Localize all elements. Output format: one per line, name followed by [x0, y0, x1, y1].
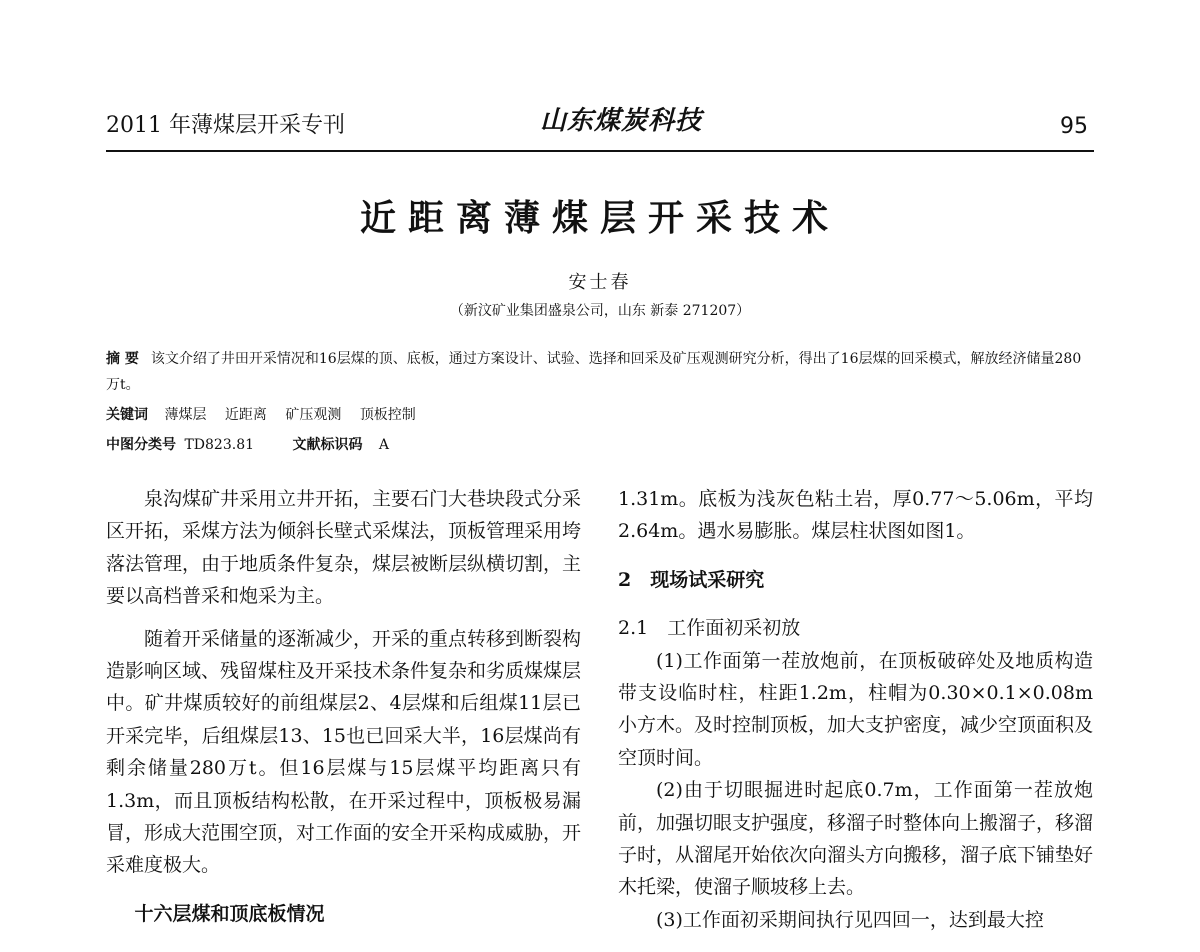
keywords-label: 关键词: [106, 407, 148, 423]
body-paragraph: (1)工作面第一茬放炮前，在顶板破碎处及地质构造带支设临时柱，柱距1.2m，柱帽为0.30×0.1×0.08m小方木。及时控制顶板，加大支护密度，减少空顶面积及空顶时间。: [618, 649, 1094, 769]
body-paragraph: 随着开采储量的逐渐减少，开采的重点转移到断裂构造影响区域、残留煤柱及开采技术条件复杂和劣质煤煤层中。矿井煤质较好的前组煤层2、4层煤和后组煤11层已开采完毕，后组煤层13、15也已回采大半，16层煤尚有剩余储量280万t。但16层煤与15层煤平均距离只有1.3m，而且顶板结构松散，在开采过程中，顶板极易漏冒，形成大范围空顶，对工作面的安全开采构成威胁，开采难度极大。: [106, 627, 582, 877]
author: 安士春: [568, 272, 632, 293]
affiliation: （新汶矿业集团盛泉公司，山东 新泰 271207）: [449, 303, 751, 319]
abstract: [106, 346, 1094, 398]
keyword: 矿压观测: [285, 407, 342, 423]
body-paragraph: 1.31m。底板为浅灰色粘土岩，厚0.77～5.06m，平均2.64m。遇水易膨胀。煤层柱状图如图1。: [618, 488, 1093, 543]
section-heading: 2 现场试采研究: [618, 568, 765, 591]
paper-title: 近距离薄煤层开采技术: [359, 197, 840, 239]
page-number: 95: [1060, 114, 1088, 139]
keywords: [106, 402, 1094, 428]
body-paragraph: (2)由于切眼掘进时起底0.7m，工作面第一茬放炮前，加强切眼支护强度，移溜子时整体向上搬溜子，移溜子时，从溜尾开始依次向溜头方向搬移，溜子底下铺垫好木托梁，使溜子顺坡移上去。: [618, 779, 1094, 899]
section-heading: 十六层煤和顶底板情况: [134, 902, 325, 925]
abstract-text: 该文介绍了井田开采情况和16层煤的顶、底板，通过方案设计、试验、选择和回采及矿压观测研究分析，得出了16层煤的回采模式，解放经济储量280万t。: [106, 351, 1082, 393]
clc-value: TD823.81: [184, 437, 255, 453]
header-rule: [106, 150, 1094, 152]
keyword: 近距离: [224, 407, 267, 423]
keyword: 顶板控制: [359, 407, 416, 423]
subsection-heading: 2.1 工作面初采初放: [618, 617, 801, 640]
keyword: 薄煤层: [164, 407, 207, 423]
left-column: [106, 483, 581, 930]
abstract-label: 摘 要: [106, 351, 139, 367]
running-header-issue: 2011 年薄煤层开采专刊: [106, 113, 345, 138]
body-paragraph: 泉沟煤矿井采用立井开拓，主要石门大巷块段式分采区开拓，采煤方法为倾斜长壁式采煤法，顶板管理采用垮落法管理，由于地质条件复杂，煤层被断层纵横切割，主要以高档普采和炮采为主。: [106, 488, 582, 608]
doc-code-value: A: [378, 437, 390, 453]
classification: [106, 432, 1094, 458]
journal-name: 山东煤炭科技: [540, 106, 703, 136]
doc-code-label: 文献标识码: [292, 437, 363, 453]
right-column: [618, 483, 1093, 936]
body-paragraph: (3)工作面初采期间执行见四回一，达到最大控: [656, 908, 1044, 931]
clc-label: 中图分类号: [106, 437, 176, 453]
